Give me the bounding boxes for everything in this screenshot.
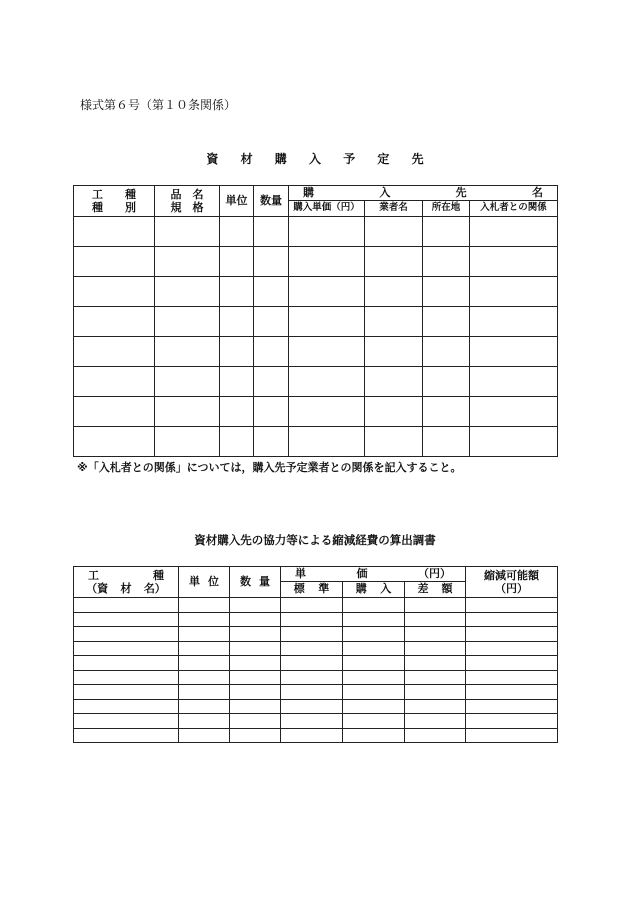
table-row [74,670,558,685]
title-char: 先 [411,152,424,166]
sub-header-purchase: 購 入 [343,582,405,598]
table-row [74,656,558,671]
table-row [74,714,558,729]
form-number: 様式第６号（第１０条関係） [80,98,237,112]
table-row [74,247,558,277]
sub-header-price: 購入単価（円） [289,201,365,217]
table-row [74,627,558,642]
table-row [74,685,558,700]
sub-header-relation: 入札者との関係 [470,201,558,217]
sub-header-vendor: 業者名 [365,201,423,217]
sub-header-difference: 差 額 [405,582,466,598]
purchase-header: 購 入 先 名 [289,186,558,201]
price-header: 単 価 （円） [281,567,466,582]
table-row [74,612,558,627]
sub-header-standard: 標 準 [281,582,343,598]
title-char: 入 [308,152,321,166]
table-row [74,337,558,367]
col-kind-header: 工 種 種 別 [74,186,155,217]
col-qty-header: 数 量 [230,567,281,598]
col-kind-header: 工 種 （資 材 名） [74,567,179,598]
sub-header-location: 所在地 [423,201,470,217]
title-char: 材 [240,152,253,166]
table-row [74,641,558,656]
table-row [74,699,558,714]
reduction-header: 縮減可能額 （円） [466,567,558,598]
table-row [74,307,558,337]
table1-title [0,150,630,167]
table-row [74,598,558,613]
table2-title: 資材購入先の協力等による縮減経費の算出調書 [194,533,436,547]
title-char: 予 [343,152,356,166]
col-qty-header: 数量 [254,186,289,217]
table-row [74,728,558,743]
title-char: 定 [377,152,390,166]
table-row [74,277,558,307]
table-row [74,397,558,427]
footnote: ※「入札者との関係」については，購入先予定業者との関係を記入すること。 [77,461,462,474]
title-char: 購 [274,152,287,166]
reduction-table [73,566,558,743]
col-unit-header: 単位 [220,186,254,217]
col-item-header: 品 名 規 格 [155,186,220,217]
table-row [74,217,558,247]
table-row [74,427,558,457]
purchase-table [73,185,558,457]
title-char: 資 [206,152,219,166]
table-row [74,367,558,397]
col-unit-header: 単 位 [179,567,230,598]
